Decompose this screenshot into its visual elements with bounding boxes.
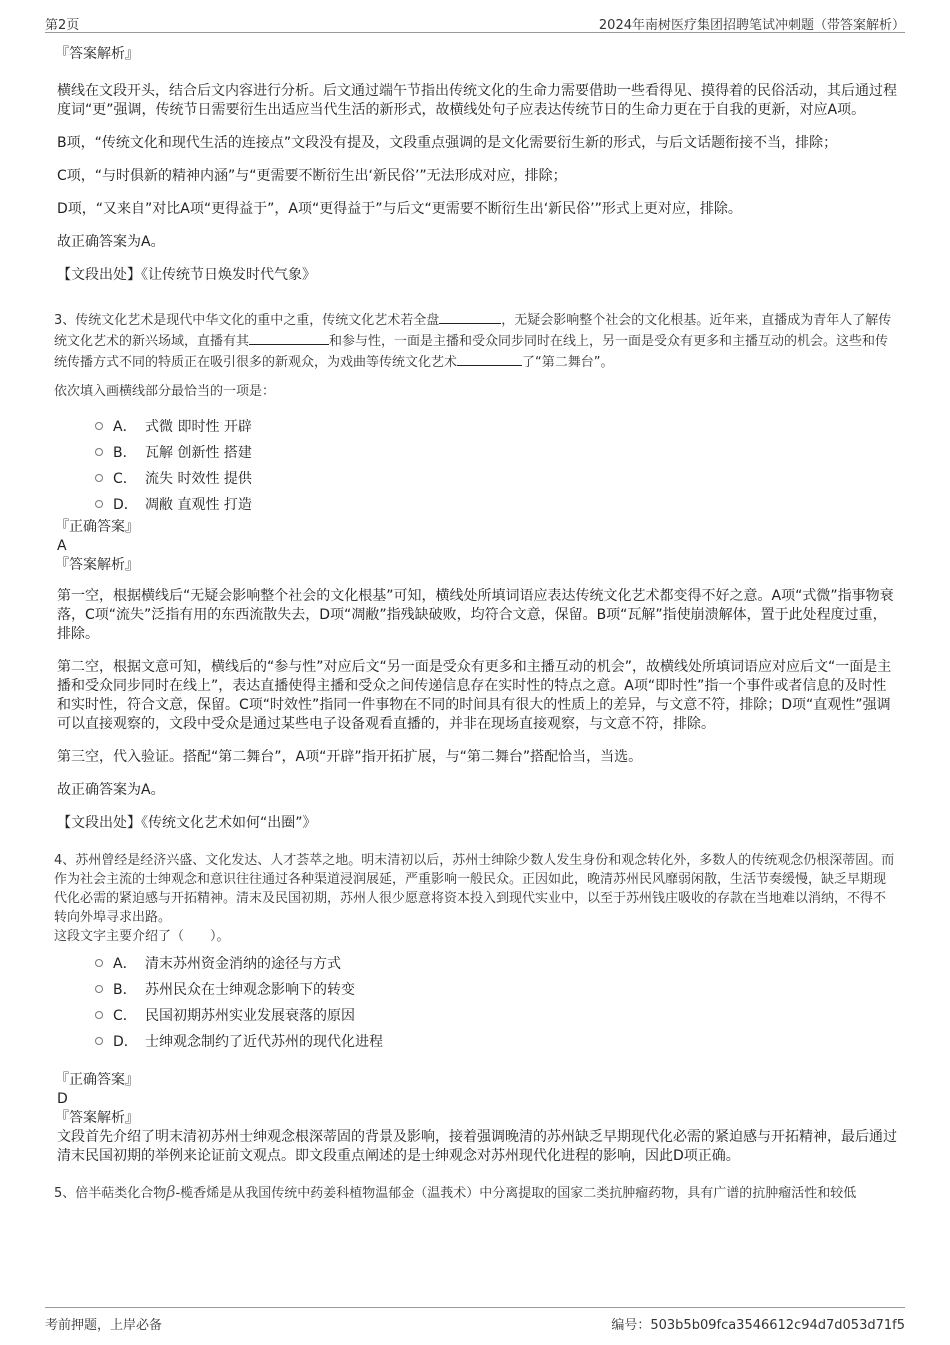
q3-final-answer: 故正确答案为A。 — [57, 782, 165, 798]
q4-stem: 4、苏州曾经是经济兴盛、文化发达、人才荟萃之地。明末清初以后，苏州士绅除少数人发生身份和观念转化外，多数人的传统观念仍根深蒂固。而作为社会主流的士绅观念和意识往往通过各种渠道浸润展延，严重影响一般民众。正因如此，晚清苏州民风靡弱闲散，生活节奏缓慢，缺乏早期现代化必需的紧迫感与开拓精神。清末及民国初期，苏州人很少愿意将资本投入到现代实业中，以至于苏州钱庄吸收的存款在当地难以消纳，不得不转向外埠寻求出路。 — [54, 853, 895, 925]
q3-option-c[interactable]: C． 流失 时效性 提供 — [95, 465, 897, 491]
radio-icon[interactable] — [95, 500, 103, 508]
q3-analysis-label: 『答案解析』 — [55, 557, 139, 573]
q2-analysis-paragraph: B项，“传统文化和现代生活的连接点”文段没有提及，文段重点强调的是文化需要衍生新的形式，与后文话题衔接不当，排除； — [57, 135, 838, 151]
q3-correct-answer: A — [57, 538, 67, 554]
q3-options — [95, 413, 897, 517]
radio-icon[interactable] — [95, 985, 103, 993]
page-number: 第2页 — [45, 18, 80, 33]
q3-option-a[interactable]: A． 式微 即时性 开辟 — [95, 413, 897, 439]
q4-analysis-label: 『答案解析』 — [55, 1110, 139, 1126]
q3-correct-label: 『正确答案』 — [55, 519, 139, 535]
fill-blank — [457, 351, 522, 366]
radio-icon[interactable] — [95, 959, 103, 967]
fill-blank — [439, 309, 501, 324]
footer-slogan: 考前押题，上岸必备 — [45, 1318, 163, 1333]
q4-options — [95, 950, 897, 1054]
radio-icon[interactable] — [95, 448, 103, 456]
fill-blank — [249, 330, 329, 345]
q3-option-d[interactable]: D． 凋敝 直观性 打造 — [95, 491, 897, 517]
beta-symbol: β — [166, 1182, 176, 1201]
q2-analysis-paragraph: D项，“又来自”对比A项“更得益于”，A项“更得益于”与后文“更需要不断衍生出‘新民俗’”形式上更对应，排除。 — [57, 201, 742, 217]
q3-prompt: 依次填入画横线部分最恰当的一项是： — [54, 384, 276, 399]
q2-analysis-paragraph: 横线在文段开头，结合后文内容进行分析。后文通过端午节指出传统文化的生命力需要借助一些看得见、摸得着的民俗活动，其后通过程度词“更”强调，传统节日需要衍生出适应当代生活的新形式，故横线处句子应表达传统节日的生命力更在于自我的更新，对应A项。 — [57, 83, 897, 118]
document-code: 编号：503b5b09fca3546612c94d7d053d71f5 — [611, 1318, 905, 1333]
q3-analysis-paragraph: 第一空，根据横线后“无疑会影响整个社会的文化根基”可知，横线处所填词语应表达传统文化艺术都变得不好之意。A项“式微”指事物衰落，C项“流失”泛指有用的东西流散失去，D项“凋敝”指残缺破败，均符合文意，保留。B项“瓦解”指使崩溃解体，置于此处程度过重，排除。 — [57, 588, 894, 642]
q4-option-a[interactable]: A． 清末苏州资金消纳的途径与方式 — [95, 950, 897, 976]
q4-correct-answer: D — [57, 1091, 68, 1107]
page-footer — [45, 1307, 905, 1338]
q3-analysis-paragraph: 第二空，根据文意可知，横线后的“参与性”对应后文“另一面是受众有更多和主播互动的机会”，故横线处所填词语应对应后文“一面是主播和受众同步同时在线上”，表达直播使得主播和受众之间传递信息存在实时性的特点之意。A项“即时性”指一个事件或者信息的及时性和实时性，符合文意，保留。C项“时效性”指同一件事物在不同的时间具有很大的性质上的差异，与文意不符，排除；D项“直观性”强调可以直接观察的，文段中受众是通过某些电子设备观看直播的，并非在现场直接观察，与文意不符，排除。 — [57, 659, 892, 732]
document-title: 2024年南树医疗集团招聘笔试冲刺题（带答案解析） — [598, 18, 905, 33]
q4-option-c[interactable]: C． 民国初期苏州实业发展衰落的原因 — [95, 1002, 897, 1028]
page-header — [45, 10, 905, 33]
q4-analysis-paragraph: 文段首先介绍了明末清初苏州士绅观念根深蒂固的背景及影响，接着强调晚清的苏州缺乏早期现代化必需的紧迫感与开拓精神，最后通过清末民国初期的举例来论证前文观点。即文段重点阐述的是士绅观念对苏州现代化进程的影响，因此D项正确。 — [57, 1129, 897, 1164]
radio-icon[interactable] — [95, 474, 103, 482]
page-content — [54, 44, 897, 1203]
q2-final-answer: 故正确答案为A。 — [57, 234, 165, 250]
q4-prompt: 这段文字主要介绍了（ ）。 — [54, 929, 230, 944]
radio-icon[interactable] — [95, 422, 103, 430]
q4-correct-label: 『正确答案』 — [55, 1072, 139, 1088]
q2-analysis-paragraph: C项，“与时俱新的精神内涵”与“更需要不断衍生出‘新民俗’”无法形成对应，排除； — [57, 168, 567, 184]
q3-analysis-paragraph: 第三空，代入验证。搭配“第二舞台”，A项“开辟”指开拓扩展，与“第二舞台”搭配恰当，当选。 — [57, 749, 643, 765]
q3-source: 【文段出处】《传统文化艺术如何“出圈”》 — [57, 815, 317, 831]
q5-stem: 5、倍半萜类化合物β-榄香烯是从我国传统中药姜科植物温郁金（温莪术）中分离提取的国家二类抗肿瘤药物，具有广谱的抗肿瘤活性和较低 — [54, 1182, 857, 1201]
radio-icon[interactable] — [95, 1011, 103, 1019]
q4-option-d[interactable]: D． 士绅观念制约了近代苏州的现代化进程 — [95, 1028, 897, 1054]
q2-source: 【文段出处】《让传统节日焕发时代气象》 — [57, 267, 316, 283]
q3-stem: 3、传统文化艺术是现代中华文化的重中之重，传统文化艺术若全盘 ，无疑会影响整个社会的文化根基。近年来，直播成为青年人了解传统文化艺术的新兴场域，直播有其 和参与性，一面是主播和受众同步同时在线上，另一面是受众有更多和主播互动的机会。这些和传统传播方式不同的特质正在吸引很多的新观众，为戏曲等传统文化艺术 了“第二舞台”。 — [54, 309, 897, 372]
q4-option-b[interactable]: B． 苏州民众在士绅观念影响下的转变 — [95, 976, 897, 1002]
q2-analysis-label: 『答案解析』 — [55, 46, 139, 62]
radio-icon[interactable] — [95, 1037, 103, 1045]
q3-option-b[interactable]: B． 瓦解 创新性 搭建 — [95, 439, 897, 465]
